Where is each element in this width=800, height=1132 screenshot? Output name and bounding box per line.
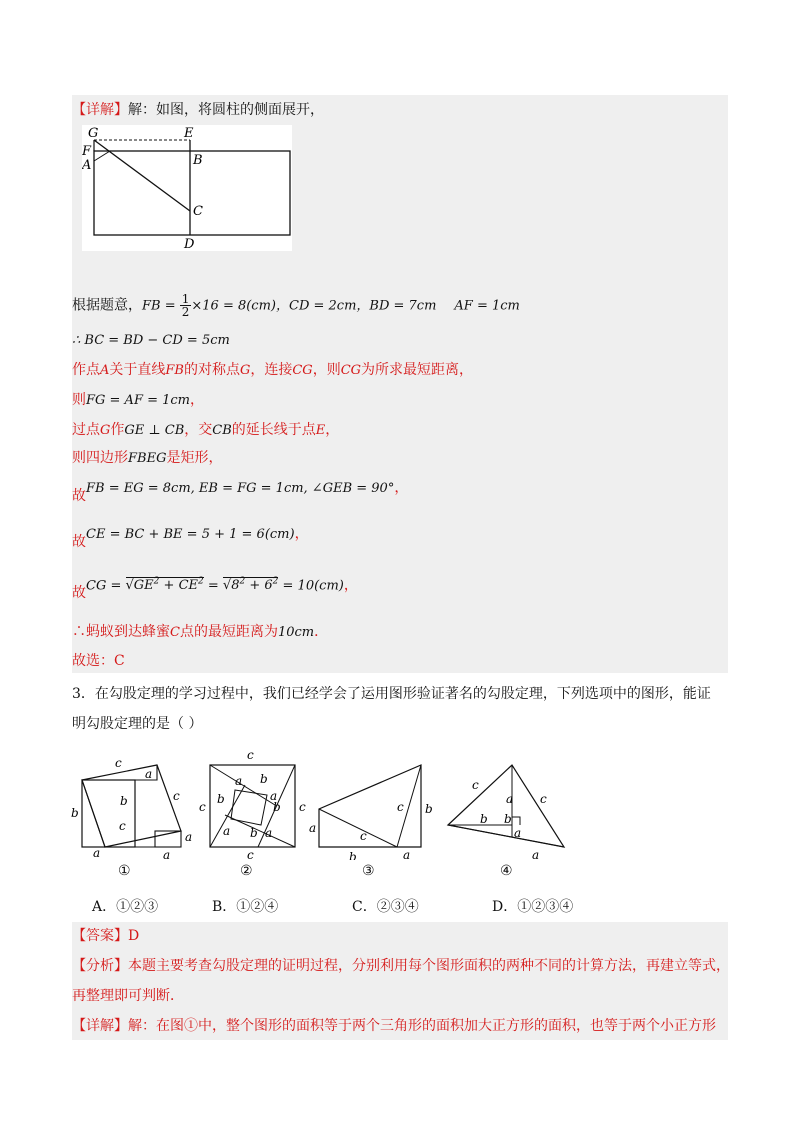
svg-text:a: a [145,767,153,781]
unfold-figure [82,125,292,251]
caption-3: ③ [362,863,375,879]
question-line1: 3．在勾股定理的学习过程中，我们已经学会了运用图形验证著名的勾股定理，下列选项中的图形，能证 [72,686,711,702]
svg-text:a: a [235,774,243,788]
svg-text:b: b [120,794,128,808]
svg-text:c: c [247,848,254,860]
svg-text:b: b [425,802,433,816]
figure-1 [65,745,200,860]
svg-text:c: c [199,800,206,814]
caption-2: ② [240,863,253,879]
svg-text:c: c [397,800,404,814]
svg-text:a: a [506,792,514,806]
label-g: G [88,126,99,141]
svg-text:b: b [217,792,225,806]
answer-value: D [128,928,140,944]
line-ce: 故CE = BC + BE = 5 + 1 = 6(cm)， [72,526,309,550]
svg-text:a: a [532,848,540,860]
line-conclusion: ∴蚂蚁到达蜂蜜C点的最短距离为10cm． [72,624,329,640]
svg-text:c: c [472,778,479,792]
question-line2: 明勾股定理的是（ ） [72,716,203,732]
svg-text:c: c [173,789,180,803]
line-given: 根据题意，FB = $\frac{1}{2}$ ×16 = 8(cm)，CD = 2cm，BD = 7cm AF = 1cm [72,292,520,319]
answer-line [72,926,139,946]
svg-text:c: c [360,829,367,843]
detail-heading [72,100,324,120]
line-cg: 故CG = $√GE^2 + CE^2 = √8^2 + 6^2 = 10(cm)$， [72,577,358,602]
label-a: A [82,158,92,173]
analysis-line2: 再整理即可判断． [72,988,184,1004]
svg-text:b: b [273,800,281,814]
svg-text:b: b [260,772,268,786]
figure-3 [305,745,440,860]
svg-text:a: a [223,824,231,838]
line-lengths: 故FB = EG = 8cm, EB = FG = 1cm, ∠GEB = 90°， [72,480,409,504]
svg-text:a: a [163,848,171,860]
svg-text:c: c [247,748,254,762]
analysis-line1: 【分析】本题主要考查勾股定理的证明过程，分别利用每个图形面积的两种不同的计算方法，再建立等式， [72,958,730,974]
svg-text:b: b [349,850,357,860]
option-b[interactable]: B．①②④ [212,899,279,915]
svg-text:a: a [93,846,101,860]
svg-text:b: b [504,812,512,826]
svg-text:c: c [299,800,306,814]
label-b: B [193,153,203,168]
svg-text:c: c [540,792,547,806]
label-e: E [184,126,194,141]
svg-text:a: a [185,830,193,844]
line-rectangle: 则四边形FBEG是矩形， [72,450,223,466]
line-fg: 则FG = AF = 1cm， [72,392,205,408]
analysis-label: 【分析】 [72,958,128,974]
svg-text:c: c [119,819,126,833]
caption-4: ④ [500,863,513,879]
svg-text:a: a [403,848,411,860]
detail2-line: 【详解】解：在图①中，整个图形的面积等于两个三角形的面积加大正方形的面积，也等于两个小正方形 [72,1018,716,1034]
svg-text:b: b [250,826,258,840]
caption-1: ① [118,863,131,879]
line-bc: ∴ BC = BD − CD = 5cm [72,333,230,348]
line-choice: 故选：C [72,653,125,669]
label-f: F [82,144,92,159]
svg-text:c: c [115,756,122,770]
svg-text:b: b [71,806,79,820]
detail-label: 【详解】 [72,102,128,118]
option-c[interactable]: C．②③④ [352,899,419,915]
answer-label: 【答案】 [72,928,128,944]
figure-4 [440,745,570,860]
detail2-label: 【详解】 [72,1018,128,1034]
line-perpendicular: 过点G作GE ⊥ CB，交CB的延长线于点E， [72,422,340,438]
svg-text:a: a [309,821,317,835]
line-symmetric: 作点A关于直线FB的对称点G，连接CG，则CG为所求最短距离， [72,362,474,378]
label-d: D [184,237,195,251]
option-a[interactable]: A．①②③ [92,899,159,915]
svg-text:a: a [270,789,278,803]
detail-intro: 解：如图，将圆柱的侧面展开， [128,102,324,118]
svg-text:a: a [514,826,522,840]
figure-2 [195,745,315,860]
label-c: C [193,204,203,219]
option-d[interactable]: D．①②③④ [492,899,574,915]
svg-text:b: b [480,812,488,826]
svg-text:a: a [265,826,273,840]
